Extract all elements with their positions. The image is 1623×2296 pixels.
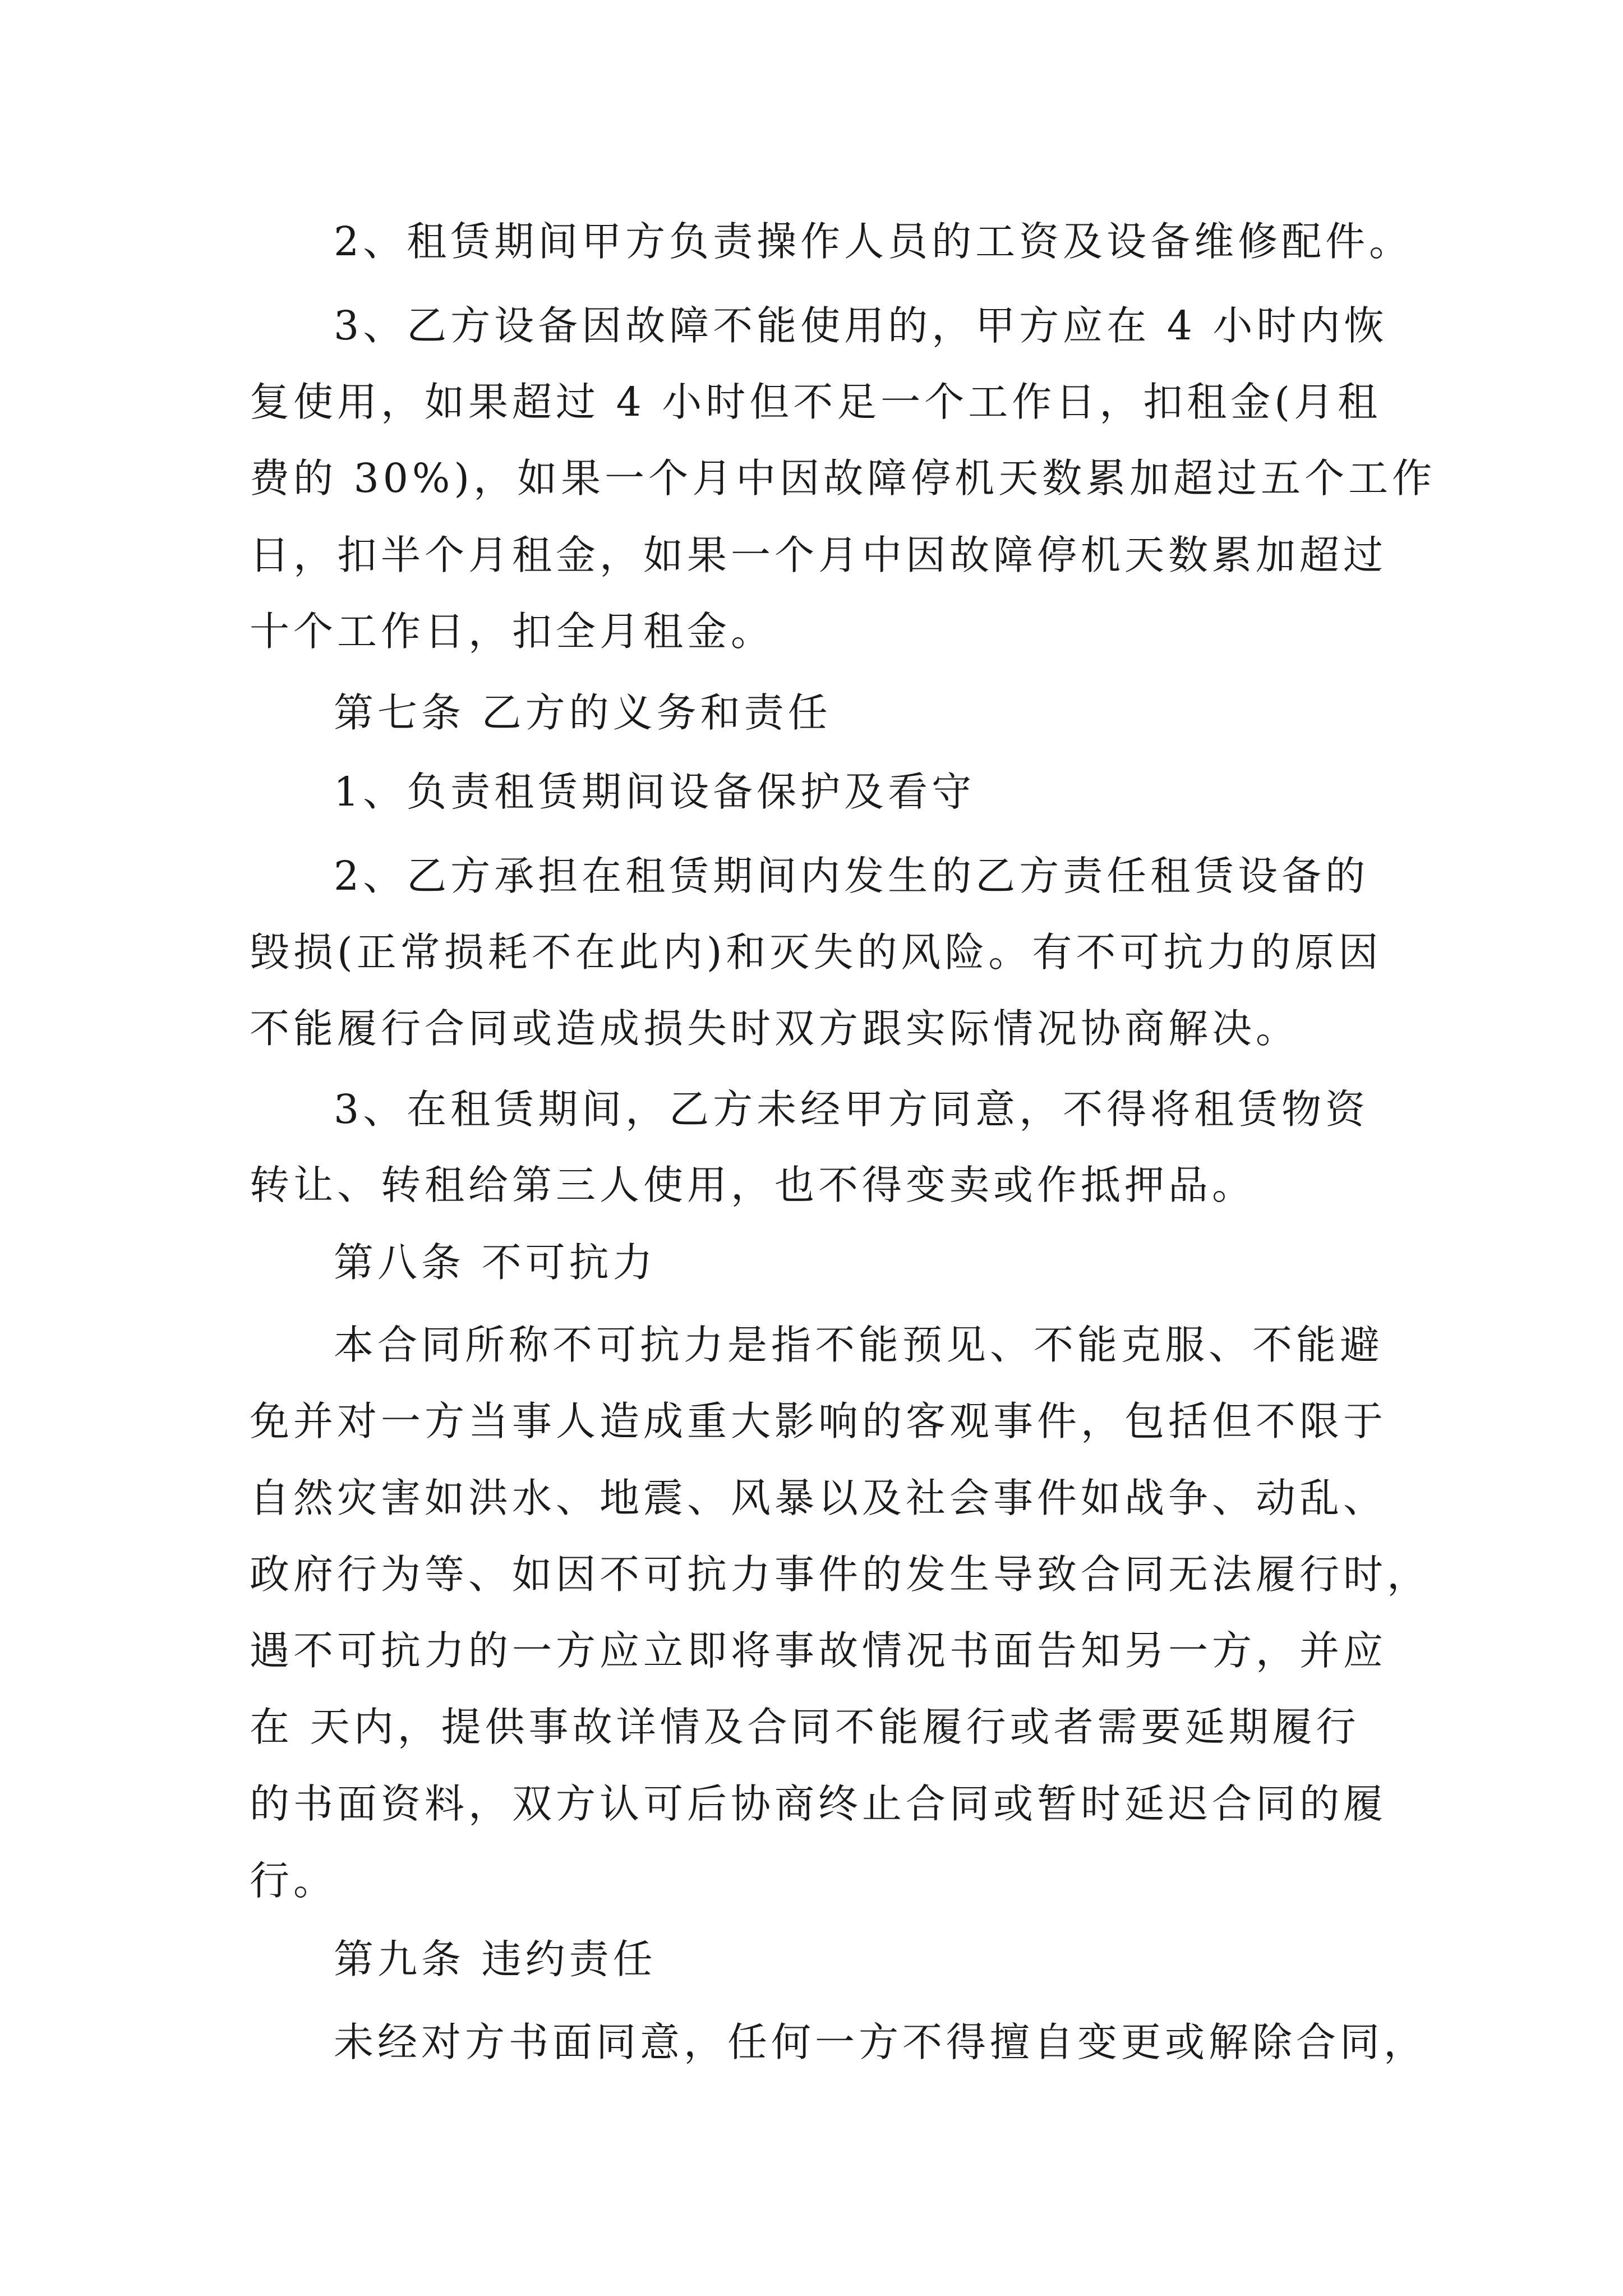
clause-6-item-3-line-4: 日，扣半个月租金，如果一个月中因故障停机天数累加超过 — [250, 532, 1387, 578]
clause-6-item-3-line-3: 费的 30%)，如果一个月中因故障停机天数累加超过五个工作 — [250, 455, 1436, 501]
clause-8-paragraph-line-8: 行。 — [250, 1857, 338, 1904]
clause-9-heading: 第九条 违约责任 — [334, 1936, 657, 1982]
clause-7-item-3-line-1: 3、在租赁期间，乙方未经甲方同意，不得将租赁物资 — [334, 1086, 1370, 1133]
clause-8-paragraph-line-1: 本合同所称不可抗力是指不能预见、不能克服、不能避 — [334, 1322, 1384, 1368]
clause-7-item-2-line-2: 毁损(正常损耗不在此内)和灭失的风险。有不可抗力的原因 — [250, 929, 1382, 976]
clause-8-paragraph-line-2: 免并对一方当事人造成重大影响的客观事件，包括但不限于 — [250, 1398, 1387, 1444]
clause-7-heading: 第七条 乙方的义务和责任 — [334, 689, 832, 736]
clause-8-heading: 第八条 不可抗力 — [334, 1239, 657, 1286]
clause-7-item-2-line-3: 不能履行合同或造成损失时双方跟实际情况协商解决。 — [250, 1005, 1300, 1052]
clause-8-paragraph-line-7: 的书面资料，双方认可后协商终止合同或暂时延迟合同的履 — [250, 1780, 1387, 1827]
clause-7-item-1: 1、负责租赁期间设备保护及看守 — [334, 769, 976, 815]
clause-6-item-3-line-5: 十个工作日，扣全月租金。 — [250, 608, 775, 655]
clause-6-item-2: 2、租赁期间甲方负责操作人员的工资及设备维修配件。 — [334, 218, 1413, 265]
clause-6-item-3-line-2: 复使用，如果超过 4 小时但不足一个工作日，扣租金(月租 — [250, 379, 1382, 425]
clause-8-paragraph-line-3: 自然灾害如洪水、地震、风暴以及社会事件如战争、动乱、 — [250, 1475, 1387, 1521]
clause-8-paragraph-line-6: 在 天内，提供事故详情及合同不能履行或者需要延期履行 — [250, 1704, 1360, 1750]
clause-8-paragraph-line-4: 政府行为等、如因不可抗力事件的发生导致合同无法履行时， — [250, 1551, 1431, 1598]
clause-6-item-3-line-1: 3、乙方设备因故障不能使用的，甲方应在 4 小时内恢 — [334, 302, 1388, 349]
clause-7-item-2-line-1: 2、乙方承担在租赁期间内发生的乙方责任租赁设备的 — [334, 853, 1370, 899]
clause-8-paragraph-line-5: 遇不可抗力的一方应立即将事故情况书面告知另一方，并应 — [250, 1627, 1387, 1674]
clause-9-paragraph-line-1: 未经对方书面同意，任何一方不得擅自变更或解除合同， — [334, 2019, 1428, 2065]
clause-7-item-3-line-2: 转让、转租给第三人使用，也不得变卖或作抵押品。 — [250, 1162, 1256, 1208]
